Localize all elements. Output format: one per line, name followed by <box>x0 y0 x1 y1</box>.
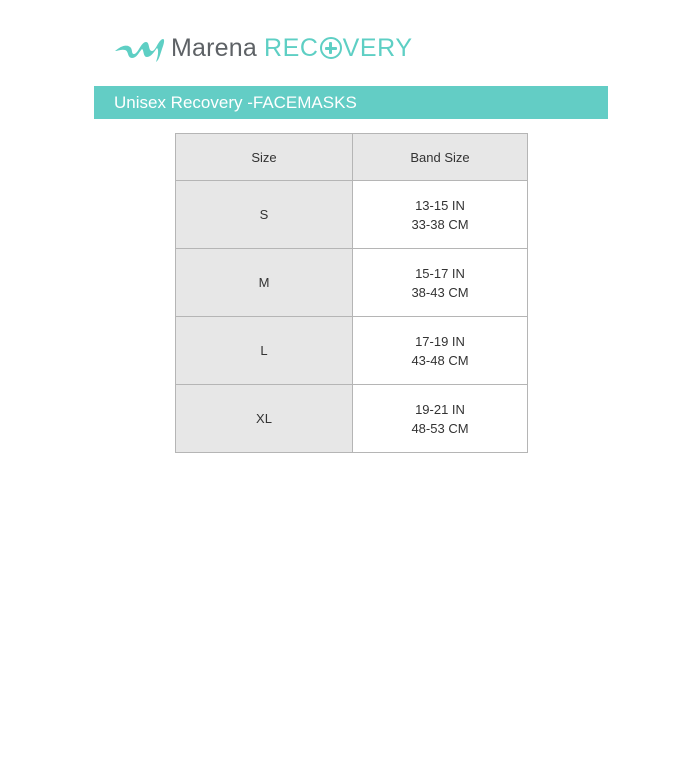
band-size-inches: 13-15 IN <box>415 197 465 213</box>
size-cell: L <box>176 317 353 385</box>
marena-recovery-logo <box>113 28 413 68</box>
logo-brand-name: Marena <box>171 34 257 62</box>
size-cell: S <box>176 181 353 249</box>
marena-logo-mark-icon <box>113 28 167 68</box>
table-header-row <box>176 134 528 181</box>
column-header-band-size: Band Size <box>353 134 528 181</box>
band-size-inches: 17-19 IN <box>415 333 465 349</box>
band-size-centimeters: 38-43 CM <box>411 284 469 300</box>
band-size-centimeters: 48-53 CM <box>411 420 469 436</box>
band-size-cell <box>353 385 528 453</box>
band-size-centimeters: 43-48 CM <box>411 352 469 368</box>
product-title-bar <box>94 86 608 119</box>
size-chart-table <box>175 133 528 453</box>
band-size-cell <box>353 249 528 317</box>
band-size-cell <box>353 181 528 249</box>
logo-product-name <box>264 28 413 68</box>
table-row <box>176 317 528 385</box>
band-size-inches: 19-21 IN <box>415 401 465 417</box>
logo-product-suffix: VERY <box>342 34 413 62</box>
band-size-cell <box>353 317 528 385</box>
size-cell: XL <box>176 385 353 453</box>
table-row <box>176 385 528 453</box>
band-size-centimeters: 33-38 CM <box>411 216 469 232</box>
size-cell: M <box>176 249 353 317</box>
table-row <box>176 249 528 317</box>
medical-cross-icon <box>320 37 342 59</box>
table-row <box>176 181 528 249</box>
band-size-inches: 15-17 IN <box>415 265 465 281</box>
logo-product-prefix: REC <box>263 34 319 62</box>
column-header-size: Size <box>176 134 353 181</box>
product-title: Unisex Recovery -FACEMASKS <box>114 93 357 112</box>
